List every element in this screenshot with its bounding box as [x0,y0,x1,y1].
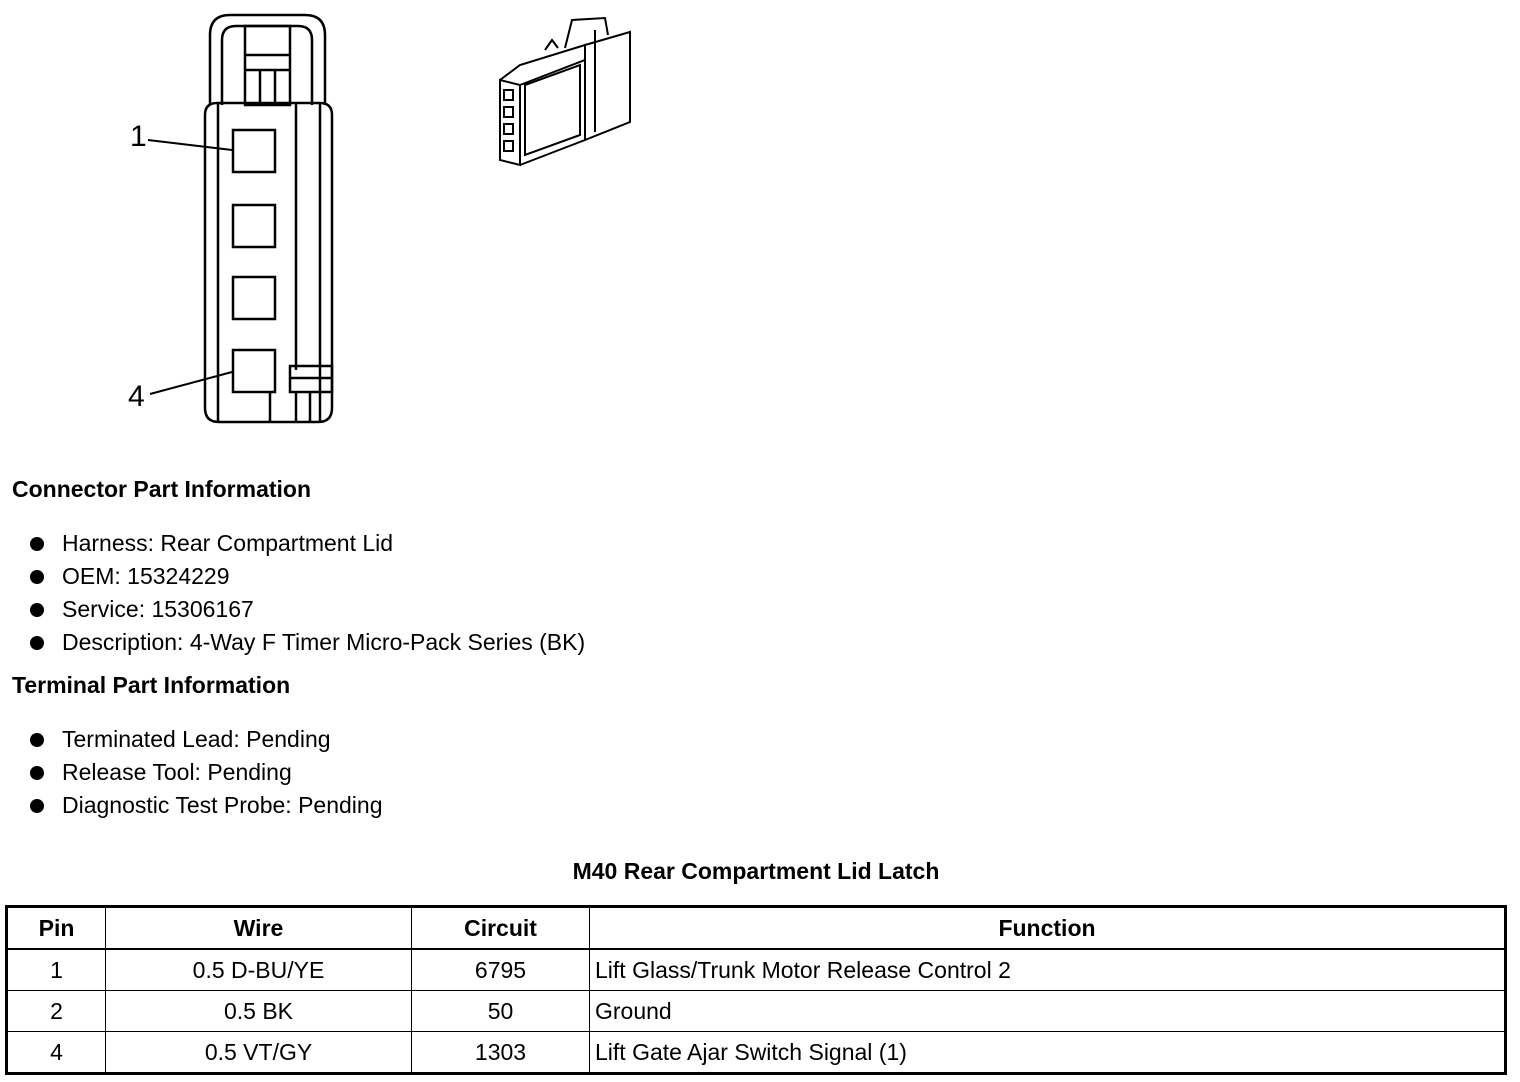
pinout-table [5,905,1507,1075]
header-wire: Wire [106,907,412,950]
header-pin: Pin [7,907,106,950]
pin-label-4: 4 [128,380,145,413]
cell-wire: 0.5 BK [106,991,412,1032]
cell-circuit: 1303 [412,1032,590,1074]
header-circuit: Circuit [412,907,590,950]
header-function: Function [590,907,1506,950]
list-item: Service: 15306167 [30,593,585,626]
table-row [7,991,1506,1032]
list-item: Description: 4-Way F Timer Micro-Pack Series (BK) [30,626,585,659]
bullet-icon [30,603,44,617]
cell-function: Lift Glass/Trunk Motor Release Control 2 [590,949,1506,991]
list-item: Diagnostic Test Probe: Pending [30,789,383,822]
pin-label-1: 1 [130,120,147,153]
list-item: Release Tool: Pending [30,756,383,789]
terminal-info-title: Terminal Part Information [12,672,291,698]
list-item: Harness: Rear Compartment Lid [30,527,585,560]
pin-table-title: M40 Rear Compartment Lid Latch [572,858,940,884]
connector-diagram [0,0,700,440]
list-item: Terminated Lead: Pending [30,723,383,756]
cell-pin: 2 [7,991,106,1032]
bullet-icon [30,537,44,551]
terminal-info-list [30,723,383,822]
connector-3d-view [490,10,640,170]
bullet-icon [30,799,44,813]
table-header-row [7,907,1506,950]
bullet-icon [30,733,44,747]
bullet-icon [30,766,44,780]
connector-info-list [30,527,585,659]
table-row [7,949,1506,991]
cell-function: Ground [590,991,1506,1032]
list-item: OEM: 15324229 [30,560,585,593]
table-row [7,1032,1506,1074]
bullet-icon [30,570,44,584]
cell-wire: 0.5 VT/GY [106,1032,412,1074]
cell-pin: 4 [7,1032,106,1074]
cell-wire: 0.5 D-BU/YE [106,949,412,991]
cell-circuit: 6795 [412,949,590,991]
cell-circuit: 50 [412,991,590,1032]
connector-info-title: Connector Part Information [12,476,312,502]
cell-pin: 1 [7,949,106,991]
bullet-icon [30,636,44,650]
cell-function: Lift Gate Ajar Switch Signal (1) [590,1032,1506,1074]
